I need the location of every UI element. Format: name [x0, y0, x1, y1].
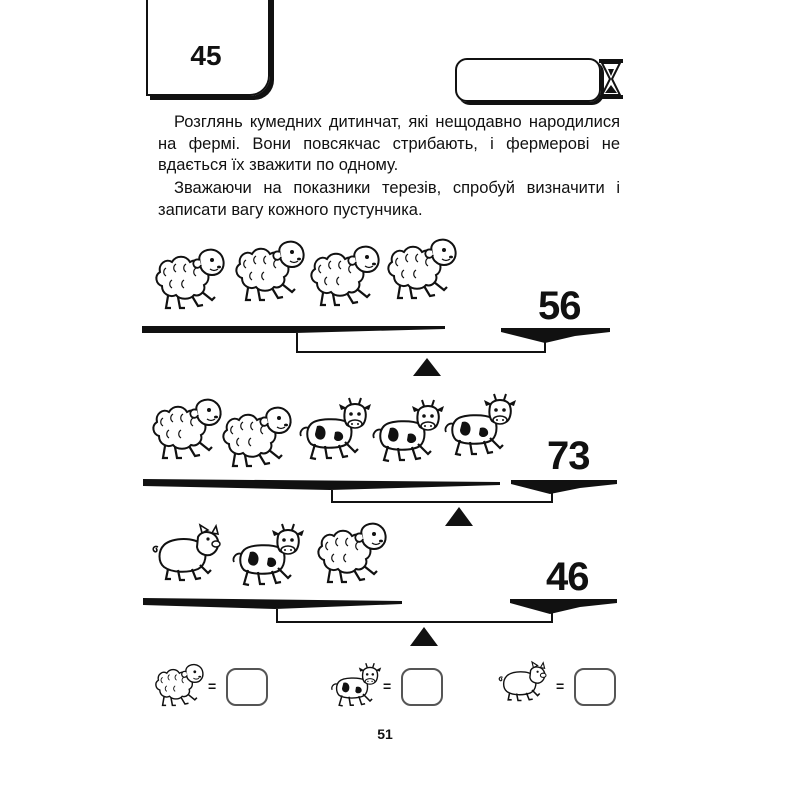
- instruction-paragraph-2: Зважаючи на показники терезів, спробуй визначити і записати вагу кожного пустунчика.: [158, 179, 620, 219]
- equals-sign: =: [208, 678, 217, 694]
- task-number: 45: [190, 40, 222, 71]
- calf-weight-answer-box[interactable]: [401, 668, 443, 706]
- lamb-figure: [318, 524, 385, 582]
- scale-2: [143, 394, 617, 526]
- piglet-weight-answer-box[interactable]: [574, 668, 616, 706]
- answer-piglet-figure: [499, 662, 546, 701]
- scale-1-right-pan: [501, 328, 610, 343]
- scale-3-weight: 46: [546, 555, 589, 599]
- lamb-figure: [236, 242, 303, 300]
- calf-figure: [445, 394, 516, 455]
- scale-1-fulcrum: [413, 358, 441, 376]
- scale-3-right-pan: [510, 599, 617, 614]
- scale-2-fulcrum: [445, 507, 473, 526]
- page-number: 51: [377, 726, 393, 742]
- scale-3-left-pan: [143, 598, 402, 609]
- scale-2-weight: 73: [547, 434, 590, 478]
- scale-1-beam: [297, 333, 545, 352]
- lamb-weight-answer-box[interactable]: [226, 668, 268, 706]
- scale-3-fulcrum: [410, 627, 438, 646]
- calf-figure: [233, 524, 304, 585]
- lamb-figure: [388, 240, 455, 298]
- lamb-figure: [156, 250, 223, 308]
- answer-lamb-figure: [156, 665, 203, 706]
- calf-figure: [373, 400, 444, 461]
- scale-3-beam: [277, 609, 552, 622]
- lamb-figure: [311, 247, 378, 305]
- scale-2-beam: [332, 490, 552, 502]
- lamb-figure: [153, 400, 220, 458]
- piglet-figure: [153, 525, 220, 580]
- scale-2-left-pan: [143, 479, 500, 490]
- lamb-figure: [223, 408, 290, 466]
- scale-1-left-pan: [142, 326, 445, 333]
- scale-2-right-pan: [511, 480, 617, 494]
- instruction-paragraph-1: Розглянь кумедних дитинчат, які нещодавно народилися на фермі. Вони повсякчас стрибають, і фермерові не вдається їх зважити по одному.: [158, 113, 620, 174]
- answer-calf-figure: [332, 663, 381, 706]
- scale-1-weight: 56: [538, 284, 581, 328]
- equals-sign: =: [556, 678, 565, 694]
- calf-figure: [300, 398, 371, 459]
- equals-sign: =: [383, 678, 392, 694]
